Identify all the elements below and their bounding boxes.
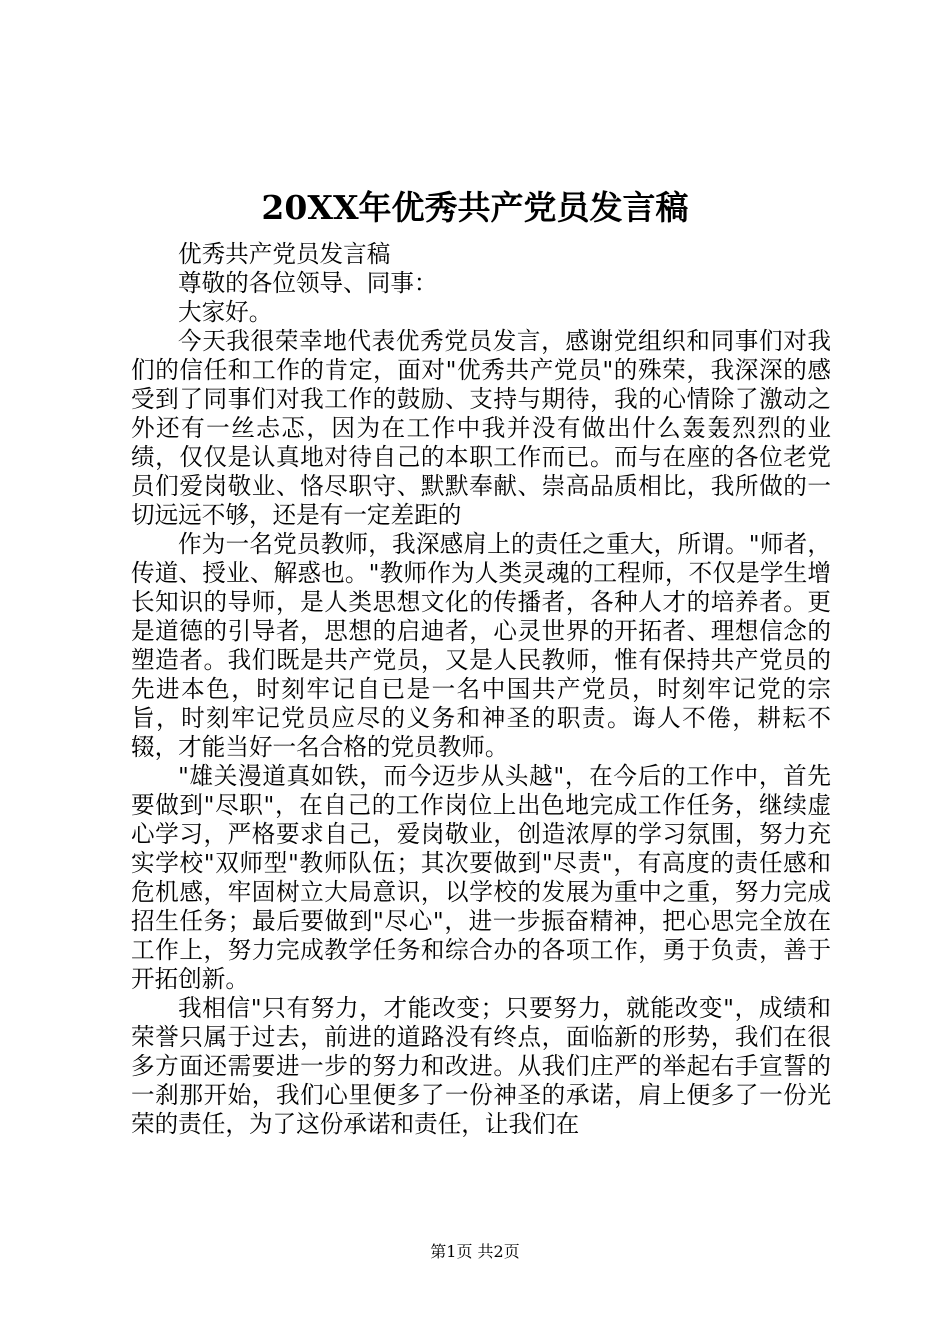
page-footer: 第1页 共2页 [430,1242,520,1261]
document-title: 20XX年优秀共产党员发言稿 [261,188,689,227]
paragraph-subtitle: 优秀共产党员发言稿 [178,240,391,268]
paragraph: 作为一名党员教师，我深感肩上的责任之重大，所谓。"师者，传道、授业、解惑也。"教师作为人类灵魂的工程师，不仅是学生增长知识的导师，是人类思想文化的传播者，各种人才的培养者。更是道德的引导者，思想的启迪者，心灵世界的开拓者、理想信念的塑造者。我们既是共产党员，又是人民教师，惟有保持共产党员的先进本色，时刻牢记自已是一名中国共产党员，时刻牢记党的宗旨，时刻牢记党员应尽的义务和神圣的职责。诲人不倦，耕耘不辍，才能当好一名合格的党员教师。 [131,530,831,761]
paragraph: 我相信"只有努力，才能改变；只要努力，就能改变"，成绩和荣誉只属于过去，前进的道路没有终点，面临新的形势，我们在很多方面还需要进一步的努力和改进。从我们庄严的举起右手宣誓的一刹那开始，我们心里便多了一份神圣的承诺，肩上便多了一份光荣的责任，为了这份承诺和责任，让我们在 [131,994,831,1138]
paragraph-salutation: 尊敬的各位领导、同事： [178,269,438,297]
paragraph: "雄关漫道真如铁，而今迈步从头越"，在今后的工作中，首先要做到"尽职"，在自己的工作岗位上出色地完成工作任务，继续虚心学习，严格要求自己，爱岗敬业，创造浓厚的学习氛围，努力充实学校"双师型"教师队伍；其次要做到"尽责"，有高度的责任感和危机感，牢固树立大局意识，以学校的发展为重中之重，努力完成招生任务；最后要做到"尽心"，进一步振奋精神，把心思完全放在工作上，努力完成教学任务和综合办的各项工作，勇于负责，善于开拓创新。 [131,762,831,993]
paragraph: 今天我很荣幸地代表优秀党员发言，感谢党组织和同事们对我们的信任和工作的肯定，面对"优秀共产党员"的殊荣，我深深的感受到了同事们对我工作的鼓励、支持与期待，我的心情除了激动之外还有一丝忐忑，因为在工作中我并没有做出什么轰轰烈烈的业绩，仅仅是认真地对待自己的本职工作而已。而与在座的各位老党员们爱岗敬业、恪尽职守、默默奉献、崇高品质相比，我所做的一切远远不够，还是有一定差距的 [131,327,831,529]
document-body [131,240,831,1139]
paragraph-greeting: 大家好。 [178,298,273,326]
